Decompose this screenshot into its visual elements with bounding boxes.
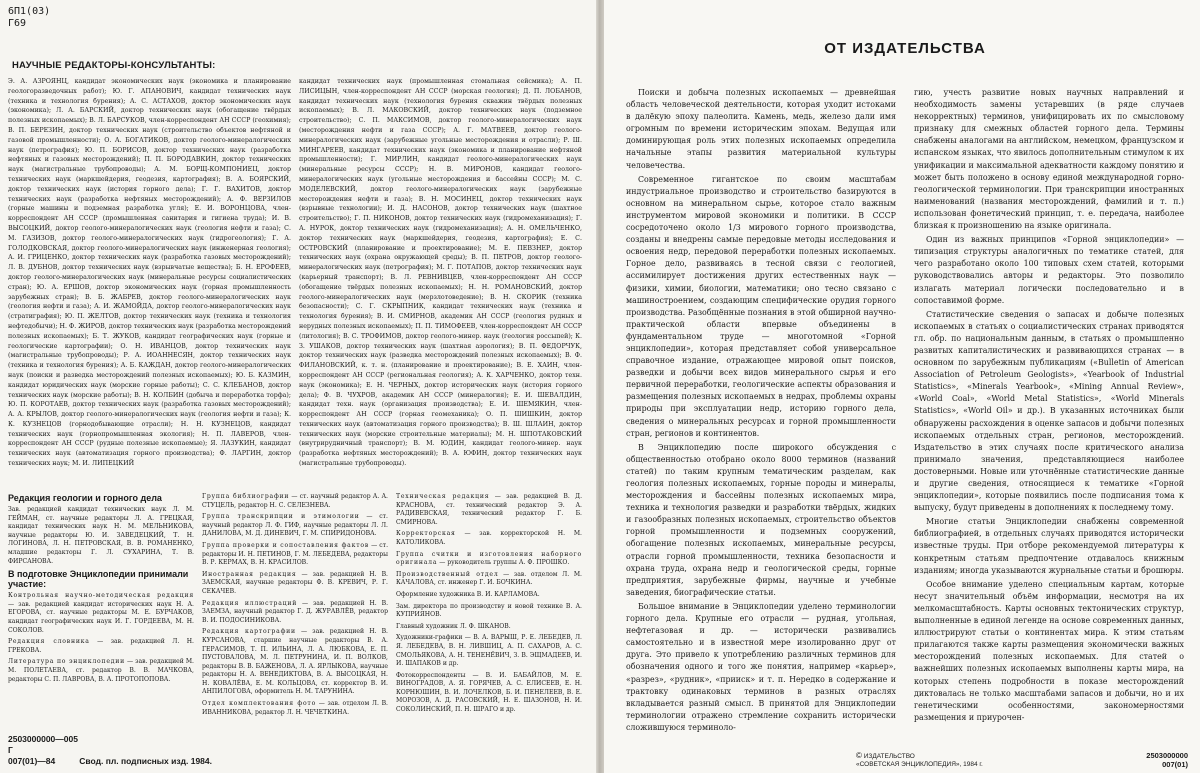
tech-heading: Техническая редакция xyxy=(396,493,490,500)
biblio-heading: Группа библиографии xyxy=(202,493,290,500)
production-heading: Производственный отдел xyxy=(396,570,499,578)
preface-paragraph: гию, учесть развитие новых научных направлений и необходимость замены устаревших (в ряде случаев некорректных) терминов, унифицировать их по смысловому признаку для смежных областей горного дела. Термины снабжены аналогами на английском, немецком, французском и испанском языках, что явилось дополнительным стимулом к их унификации и максимальной адекватности каждому понятию и может быть положено в основу единой международной горно-геологической терминологии. При транскрипции иностранных наименований (названия месторождений, фамилий и т. п.) использован фонетический принцип, т. е. передача, наиболее близкая к произношению на языке оригинала. xyxy=(914,88,1184,231)
typeset-heading: Группа считки и изготовления наборного оригинала xyxy=(396,550,582,567)
publisher-line-2: «СОВЕТСКАЯ ЭНЦИКЛОПЕДИЯ», 1984 г. xyxy=(856,761,983,768)
preface-paragraph: Большое внимание в Энциклопедии уделено терминологии горного дела. Крупные его отрасли — рудная, угольная, нефтегазовая и др. — исторически развивались самостоятельно и в известной мере изолированно друг от друга. Это привело к употреблению различных терминов для обозначения одного и того же понятия, например «карьер», «разрез», «рудник», «прииск» и т. п. Нередко в содержание и трактовку одинаковых терминов в разных отраслях вкладывается разный смысл. В принятой для Энциклопедии терминологии отражено стремление сохранить исторически сложившуюся терминоло- xyxy=(626,601,896,732)
staff-credits xyxy=(8,493,582,720)
checking-heading: Группа проверки и сопоставления фактов xyxy=(202,541,370,549)
transcription-credit xyxy=(202,513,388,539)
deputy-credit: Зам. директора по производству и новой технике В. А. КУПРИЯНОВ. xyxy=(396,602,582,619)
cartography-heading: Редакция картографии xyxy=(202,628,296,636)
consultants-column-2: кандидат технических наук (промышленная стомальная сейсмика); А. П. ЛИСИЦЫН, член-корреспондент АН СССР (морская геология); Д. П. ЛОБАНОВ, кандидат технических наук (технология бурения скважин твёрдых полезных ископаемых); В. Л. МАКОВСКИЙ, доктор технических наук (подземное строительство); С. П. МАКСИМОВ, доктор геолого-минералогических наук (месторождения нефти и газа СССР); А. Г. МАТВЕЕВ, доктор геолого-минералогических наук (зарубежные угольные месторождения и отрасли); Р. Ш. МИНГАРЕЕВ, кандидат технических наук (экономика и планирование нефтяной промышленности); Г. МИРЛИН, кандидат геолого-минералогических наук (минеральные ресурсы СССР); Н. В. МИРОНОВ, кандидат геолого-минералогических наук (угольные месторождения и бассейны СССР); М. С. МОДЕЛЕВСКИЙ, доктор геолого-минералогических наук (зарубежные месторождения нефти и газа); В. Н. МОСИНЕЦ, доктор технических наук (взрывные технологии); И. Д. НАСОНОВ, доктор технических наук (шахтное строительство); Г. П. НИКОНОВ, доктор технических наук (гидромеханизация); Г. А. НУРОК, доктор технических наук (гидромеханизация); А. Н. ОМЕЛЬЧЕНКО, доктор технических наук (маркшейдерия, геодезия, картография); Е. С. ОСТРОВСКИЙ (планирование и проектирование); М. Е. ПЕВЗНЕР, доктор технических наук (охрана окружающей среды); В. П. ПЕТРОВ, доктор геолого-минералогических наук (петрография); М. Г. ПОТАПОВ, доктор технических наук (карьерный транспорт); В. Л. РЕВНИВЦЕВ, член-корреспондент АН СССР (обогащение твёрдых полезных ископаемых); Н. Н. РОМАНОВСКИЙ, доктор геолого-минералогических наук (мерзлотоведение); В. Н. СКОРИК (техника безопасности); С. Г. СКРЫПНИК, кандидат технических наук (техника и технология бурения); В. И. СМИРНОВ, академик АН СССР (геология рудных и нерудных полезных ископаемых); П. П. ТИМОФЕЕВ, член-корреспондент АН СССР (литология); В. С. ТРОФИМОВ, доктор геолого-минер. наук (геология россыпей); К. З. УШАКОВ, доктор технических наук (шахтная аэрология); В. П. ФЕДОРЧУК, доктор технических наук (разведка месторождений полезных ископаемых); В. Ф. ФИЛАНОВСКИЙ, к. т. н. (планирование и проектирование); В. Е. ХАИН, член-корреспондент АН СССР (региональная геология); А. К. ХАРЧЕНКО, доктор техн. наук (экономика); Е. Н. ЧЕРНЫХ, доктор исторических наук (история горного дела); Ф. В. ЧУХРОВ, академик АН СССР (минералогия); Е. И. ШЕВАЛДИН, кандидат техн. наук (организация производства); Е. И. ШЕМЯКИН, член-корреспондент АН СССР (горная геомеханика); О. П. ШИШКИН, доктор технических наук (автоматизация горного производства); В. Ш. ШЛАИН, доктор технических наук (морские строительные материалы); М. Н. ШПОТАКОВСКИЙ (внутрирудничный транспорт); В. М. ЮДИН, кандидат геолого-минер. наук (разработка нефтяных месторождений); В. А. ЮФИН, доктор технических наук (магистральные трубопроводы). xyxy=(299,78,582,468)
udk-code-2: Г69 xyxy=(8,18,27,29)
book-gutter xyxy=(596,0,604,773)
consultants-column-1: Э. А. АЗРОЯНЦ, кандидат экономических наук (экономика и планирование геологоразведочных работ); Ю. Г. АПАНОВИЧ, кандидат технических наук (техника и технология бурения); А. С. АСТАХОВ, доктор экономических наук (экономика); Л. А. БАРСКИЙ, доктор технических наук (обогащение твёрдых полезных ископаемых); В. Л. БАРСУКОВ, член-корреспондент АН СССР (геохимия); В. П. БЕРЕЗИН, доктор технических наук (строительство объектов нефтяной и газовой промышленности); О. А. БОГАТИКОВ, доктор геолого-минералогических наук (петрография); Ю. П. БОРИСОВ, доктор технических наук (разработка нефтяных и газовых месторождений); П. П. БОРОДАВКИН, доктор технических наук (магистральные трубопроводы); А. М. БОРЩ-КОМПОНИЕЦ, доктор технических наук (маркшейдерия, геодезия, картография); В. А. БОЯРСКИЙ, доктор технических наук (история горного дела); Г. Г. ВАХИТОВ, доктор технических наук (разработка нефтяных месторождений); А. Ф. ВЕРЗИЛОВ (горные машины и подземная разработка угля); Е. И. ВОРОНЦОВА, член-корреспондент АН СССР (промышленная санитария и гигиена труда); И. В. ВЫСОЦКИЙ, доктор геолого-минералогических наук (геология нефти и газа); С. М. ГАЗИЗОВ, доктор геолого-минералогических наук (гидрогеология); Г. А. ГОЛОДКОВСКАЯ, доктор геолого-минералогических наук (инженерная геология); А. И. ГРИЦЕНКО, доктор технических наук (разработка газовых месторождений); Л. В. ДУБНОВ, доктор технических наук (взрывчатые вещества); Б. Н. ЕРОФЕЕВ, доктор геолого-минералогических наук (минеральные ресурсы социалистических стран); Ю. А. ЕРШОВ, доктор экономических наук (горная промышленность зарубежных стран); В. Б. ЖАБРЕВ, доктор геолого-минералогических наук (геология нефти и газа); А. И. ЖАМОЙДА, доктор геолого-минералогических наук (стратиграфия); Ю. П. ЖЕЛТОВ, доктор технических наук (техника и технология нефтедобычи); Н. Ф. ЖИРОВ, доктор технических наук (разработка месторождений полезных ископаемых); Б. Т. ЖУКОВ, кандидат географических наук (горные и геологические картографии); О. Н. ИВАНЦОВ, доктор технических наук (магистральные трубопроводы); Р. А. ИОАННЕСЯН, доктор технических наук (техника и технология бурения); А. Б. КАЖДАН, доктор геолого-минералогических наук (поиски и разведка месторождений полезных ископаемых); Ю. Б. КАЗМИН, кандидат юридических наук (морские горные работы); С. С. КЛЕБАНОВ, доктор технических наук (морские работы); В. Н. КОЛБИН (добыча и переработка торфа); Ю. П. КОРОТАЕВ, доктор технических наук (разработка газовых месторождений); А. А. КРЫЛОВ, доктор геолого-минералогических наук (геология нефти и газа); К. К. КУЗНЕЦОВ (горнодобывающие отрасли); Н. Н. КУЗНЕЦОВ, кандидат технических наук (горнопромышленная экология); Н. П. ЛАВЕРОВ, член-корреспондент АН СССР (рудные полезные ископаемые); Я. ЛАЗУКИН, кандидат технических наук (автоматизация горного производства); Ф. ЛАРГИН, доктор технических наук; М. И. ЛИПЕЦКИЙ xyxy=(8,78,292,468)
design-credit: Оформление художника В. И. КАРЛАМОВА. xyxy=(396,590,540,598)
photo-credit xyxy=(202,700,388,717)
correct-heading: Корректорская xyxy=(396,530,456,538)
graphic-artists-credit: Художники-графики — В. А. ВАРЫШ, Р. Е. ЛЕБЕДЕВ, Л. Я. ЛЕБЕДЕВА, В. Н. ЛИВШИЦ, А. П. САХАРОВ, А. С. СМОЛЬЯКОВА, А. Н. ТЕНЕНЁВИЧ, З. В. ЭЩМАДЕЕВ, И. И. ШАПАКОВ и др. xyxy=(396,634,582,668)
tech-text: — зав. редакцией В. Д. КРАСНОВА, ст. технический редактор Э. А. РАДИВЕВСКАЯ, технический редактор Г. Б. СМИРНОВА. xyxy=(396,493,583,526)
left-page xyxy=(0,0,596,773)
typeset-credit xyxy=(396,551,582,568)
control-credit xyxy=(8,592,194,635)
publisher-line-1: ИЗДАТЕЛЬСТВО xyxy=(863,753,915,760)
correct-text: — зав. корректорской Н. М. КАТОЛИКОВА. xyxy=(396,530,582,546)
tech-credit xyxy=(396,493,582,527)
preface-column-2 xyxy=(914,87,1184,727)
illustr-heading: Редакция иллюстраций xyxy=(202,599,298,607)
production-text: — зав. отделом Л. М. КАЧАЛОВА, ст. инженер Г. И. БОЧКИНА. xyxy=(396,570,582,587)
chief-artist-credit: Главный художник Л. Ф. ШКАНОВ. xyxy=(396,622,511,630)
edit-geology-text: Зав. редакцией кандидат технических наук Л. М. ГЕЙМАН, ст. научные редакторы Л. А. ГРЕЦКАЯ, кандидат технических наук Н. М. МЕЛЬНИКОВА, научные редакторы Ю. И. ЗАВЕДЕЦКИЙ, Т. Н. ЛОГИНОВА, Л. Н. ПЕТРОВСКАЯ, В. В. РОМАНЕНКО, младшие редакторы Г. Л. СУХАРИНА, Т. В. ФИРСАНОВА. xyxy=(8,506,194,565)
preface-columns xyxy=(626,87,1184,732)
footer-code-1: 2503000000—005 xyxy=(8,734,78,744)
publisher-line-1-row xyxy=(856,752,983,761)
dict-heading: Редакция словника xyxy=(8,638,90,646)
preface-paragraph: Поиски и добыча полезных ископаемых — древнейшая область человеческой деятельности, которая уходит истоками в далёкую эпоху палеолита. Камень, медь, железо дали имя огромным по времени историческим эпохам. Ведущая или доминирующая роль этих полезных ископаемых определила начальные этапы развития материальной культуры человечества. xyxy=(626,88,896,170)
control-text: — зав. редакцией кандидат исторических наук Н. А. ЕГОРОВА, ст. научные редакторы М. Е. БУРЧАКОВ, кандидат географических наук И. Г. ГОРДЕЕВА, М. Н. СОКОЛОВ. xyxy=(8,600,194,634)
preface-paragraph: Статистические сведения о запасах и добыче полезных ископаемых в статьях о социалистических странах приводятся гл. обр. по национальным данным, в статьях о промышленно развитых капиталистических и развивающихся странах — в основном по зарубежным публикациям («Bulletin of American Association of Petroleum Geologists», «Yearbook of Industrial Statistics», «Minerals Yearbook», «Mining Annual Review», «World Coal», «World Metal Statistics», «World Minerals Statistics», «World Oil» и др.). В указанных источниках были обнаружены расхождения в оценке запасов и добычи полезных ископаемых отдельных стран, регионов, месторождений. Издательство в этих случаях после критического анализа принимало значения, представляющиеся наиболее достоверными. Новые или уточнённые статистические данные и другие сведения, относящиеся к тематике «Горной энциклопедии», которые появились после подписания тома к выпуску, будут приведены в дополнениях к последнему тому. xyxy=(914,309,1184,513)
preface-paragraph: Один из важных принципов «Горной энциклопедии» — типизация структуры аналогичных по тематике статей, для чего разработано около 100 типовых схем статей, которыми руководствовались авторы и редакторы. Это позволило излагать материал логически последовательно и в сопоставимой форме. xyxy=(914,235,1184,305)
biblio-text: — ст. научный редактор А. А. СТУЦЕЛЬ, редактор Н. С. СЕЛЕЗНЕВА. xyxy=(202,493,388,509)
foreign-text: — зав. редакцией Н. В. ЗАЕМСКАЯ, научные редакторы Ф. В. КРЕВИЧ, Р. Г. СЕКАЧЕВ. xyxy=(202,570,388,595)
photographers-credit: Фотокорреспонденты — В. И. БАБАЙЛОВ, М. Е. ВИНОГРАДОВ, А. Я. ГОРЯЧЕВ, А. С. ЕЛИСЕЕВ, Е. Н. КОРНЮШИН, В. И. ЛОЧЕЛКОВ, Б. И. ПЕНЕЛЕЕВ, В. Е. МОРОЗОВ, А. Д. РАСОВСКИЙ, Н. Е. ШАЗОНОВ, Н. И. СОКОЛИНСКИЙ, П. Н. ШРАГО и др. xyxy=(396,671,582,714)
footer-prefix: Г xyxy=(8,745,13,755)
udk-code: 6П1(03) xyxy=(8,6,51,17)
consultants-columns xyxy=(8,77,582,489)
credits-column-1 xyxy=(8,493,194,720)
typeset-text: — руководитель группы А. Ф. ПРОШКО. xyxy=(439,559,570,567)
credits-column-3 xyxy=(396,493,582,720)
checking-credit xyxy=(202,542,388,568)
control-heading: Контрольная научно-методическая редакция xyxy=(8,592,194,600)
publisher-imprint xyxy=(856,752,983,769)
production-credit xyxy=(396,571,582,588)
cartography-credit xyxy=(202,628,388,697)
correct-credit xyxy=(396,530,582,547)
illustr-text: — зав. редакцией Н. В. ЗАЕМЗА, научный редактор Г. Д. ЖУРАВЛЁВ, редактор В. И. ПОДОСИНИКОВА. xyxy=(202,599,389,624)
footer-code-2: 007(01)—84 xyxy=(8,756,56,766)
dict-text: — зав. редакцией Л. Н. ГРЕКОВА. xyxy=(8,638,194,654)
transcription-text: — ст. научный редактор Л. Ф. ГИФ, научные редакторы Л. Л. ДАНИЛОВА, М. Д. ДИНЕВИЧ, Г. М. СПИРИДОНОВА. xyxy=(202,513,388,538)
right-page xyxy=(604,0,1200,773)
transcription-heading: Группа транскрипции и этимологии xyxy=(202,513,360,521)
copyright-icon: © xyxy=(856,751,862,760)
illustr-credit xyxy=(202,600,388,626)
literature-text: — зав. редакцией М. М. ПОЛЕТАЕВА, ст. редактор В. В. МАЧКОВА, редакторы С. П. ЛАВРОВА, В. А. ПРОТОПОПОВА. xyxy=(8,658,194,683)
preparation-heading: В подготовке Энциклопедии принимали участие: xyxy=(8,569,189,590)
preface-paragraph: Современное гигантское по своим масштабам индустриальное производство и строительство базируются в основном на минеральном сырье, которое стало важным инструментом мировой экономики и политики. В СССР сосредоточено около 1/3 мирового горного производства, созданы и внедрены самые передовые методы исследования и освоения недр, передовой переработки полезных ископаемых. Горное дело, развиваясь в тесной связи с геологией, ассимилирует достижения других естественных наук — физики, химии, биологии, математики; оно тесно связано с машиностроением, создающим специфические орудия горного производства. Разобщённые познания в этой обширной научно-практической области впервые объединены в фундаментальном труде — многотомной «Горной энциклопедии», которая представляет собой универсальное справочное издание, отражающее мировой опыт поисков, разведки и добычи всех видов минерального сырья и его первичной переработки, геологические аспекты образования и размещения полезных ископаемых в недрах, проблемы охраны природы при эксплуатации недр, историю горного дела, сведения о минеральных ресурсах и горной промышленности стран, регионов и континентов. xyxy=(626,174,896,438)
foreign-heading: Иностранная редакция xyxy=(202,570,297,578)
preface-column-1 xyxy=(626,87,896,732)
page-code-2: 007(01) xyxy=(1162,760,1188,769)
preface-paragraph: Особое внимание уделено специальным картам, которые несут значительный объём информации, несмотря на их мелкомасштабность. Карты основных тектонических структур, выполненные в единой легенде на основе современных данных, иллюстрируют статьи о континентах мира. К этим статьям прилагаются также карты размещения экономически важных месторождений полезных ископаемых. Для статей о важнейших полезных ископаемых выполнены карты мира, на которых степень подробности в показе месторождений диктовалась не только масштабами запасов и добычи, но и их генетическими особенностями, закономерностями размещения и приурочен- xyxy=(914,579,1184,722)
footer-code-row xyxy=(8,745,212,756)
edit-geology-heading: Редакция геологии и горного дела xyxy=(8,493,162,503)
consultants-heading: НАУЧНЫЕ РЕДАКТОРЫ-КОНСУЛЬТАНТЫ: xyxy=(12,60,216,71)
checking-text: — ст. редакторы И. Н. ПЕТИНОВ, Г. М. ЛЕБЕДЕВА, редакторы В. Р. КЕРМАХ, В. Н. КРАСИЛОВ. xyxy=(202,541,389,567)
preface-paragraph: Многие статьи Энциклопедии снабжены современной библиографией, в отдельных случаях приводятся исторически известные труды. При отборе рекомендуемой литературы к конкретным статьям предпочтение отдавалось книжным изданиям; иногда указываются журнальные статьи и брошюры. xyxy=(914,517,1184,575)
dict-credit xyxy=(8,638,194,655)
page-code-1: 2503000000 xyxy=(1146,751,1188,760)
literature-heading: Литература по энциклопедии xyxy=(8,658,126,666)
preface-paragraph: В Энциклопедию после широкого обсуждения с общественностью отобрано около 8000 терминов (названий статей) по таким крупным тематическим разделам, как геология полезных ископаемых, горные породы и минералы, месторождения и бассейны полезных ископаемых мира, техника и технология разведки и разработки твёрдых, жидких и газообразных полезных ископаемых, строительство объектов горной промышленности и подземных сооружений, обогащение полезных ископаемых, минеральные ресурсы, отрасли горной промышленности, техника безопасности и охрана труда, охрана недр и геологической среды, горные предприятия, зарубежные фирмы, научные и учебные заведения, биографические статьи. xyxy=(626,442,896,597)
preface-title: ОТ ИЗДАТЕЛЬСТВА xyxy=(824,40,986,57)
credits-column-2 xyxy=(202,493,388,720)
footer-code-row-2 xyxy=(8,756,212,767)
footer-plan: Свод. пл. подписных изд. 1984. xyxy=(79,756,212,766)
photo-text: — зав. отделом Л. В. ИВАННИКОВА, редактор Л. Н. ЧЕЧЕТКИНА. xyxy=(202,700,388,716)
foreign-credit xyxy=(202,571,388,597)
cartography-text: — зав. редакцией Н. В. КУРСАНОВА, старшие научные редакторы В. А. ГЕРАСИМОВ, Т. П. ИЛЬИНА, Л. А. ЛЮБКОВА, Е. П. ПУСТОВАЛОВА, М. Л. ПЕТРУНИНА, И. П. ВОЛКОВ, редакторы В. В. БАЖЕНОВА, Л. А. ЯРЛЫКОВА, научные редакторы Н. А. ВЕНЕДИКТОВА, В. А. ВЫСОЦКАЯ, Н. Н. КОВАЛЁВА, Е. М. КОЛЬЦОВА, ст. корректор В. И. АНПИЛОГОВА, оформитель Н. М. ТАРУНИНА. xyxy=(202,628,388,696)
biblio-credit xyxy=(202,493,388,510)
right-page-code xyxy=(1146,751,1188,769)
left-footer xyxy=(8,734,212,767)
literature-credit xyxy=(8,658,194,684)
photo-heading: Отдел комплектования фото xyxy=(202,700,317,708)
